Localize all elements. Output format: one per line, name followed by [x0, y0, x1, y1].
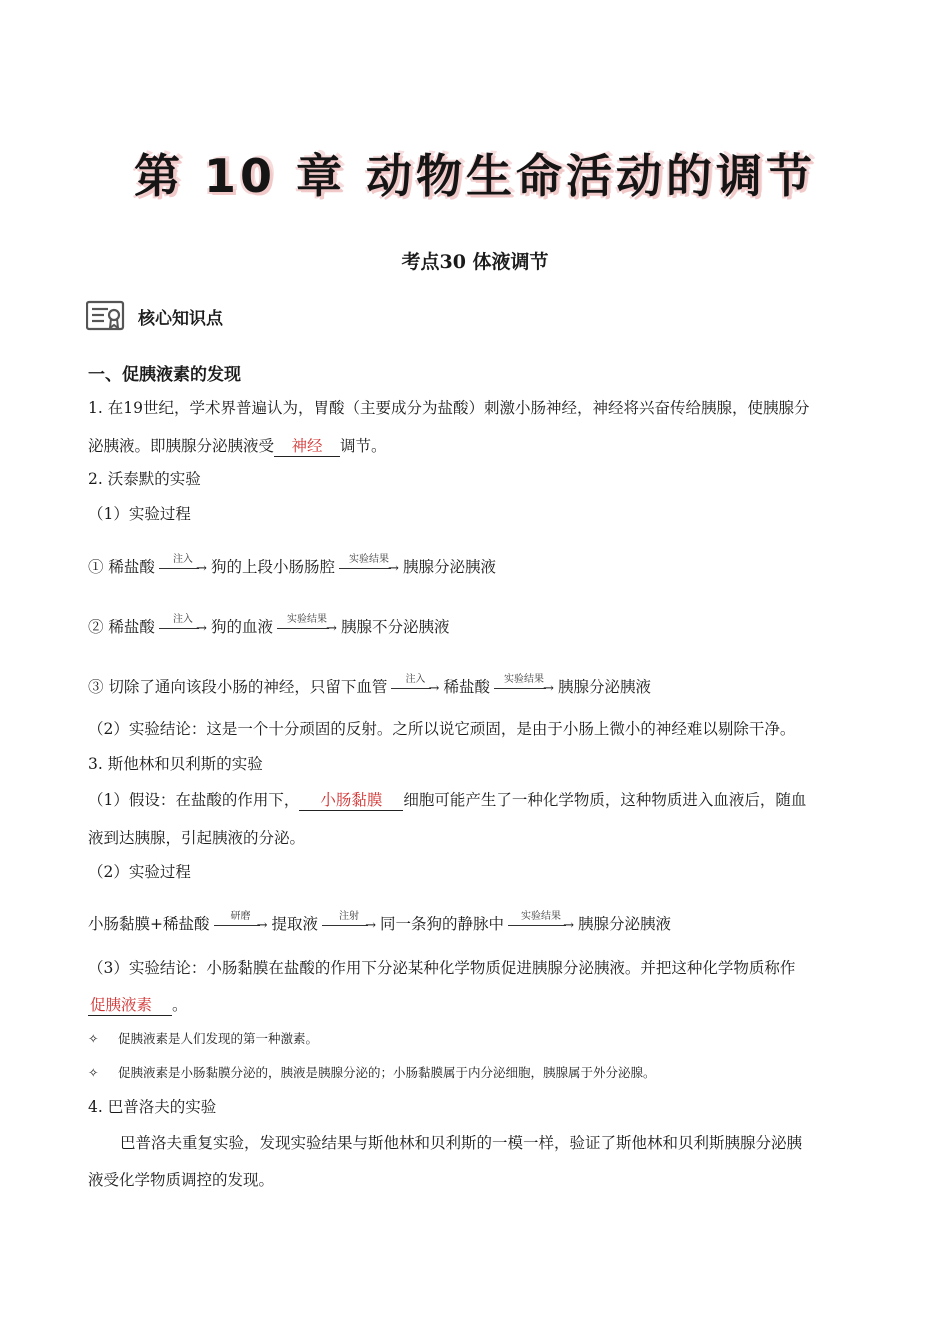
experiment-step-4	[88, 912, 671, 934]
text: 小肠黏膜+稀盐酸	[88, 915, 210, 933]
experiment-step-2	[88, 615, 449, 637]
paragraph-4-heading: 4. 巴普洛夫的实验	[88, 1098, 217, 1116]
arrow-label: 注入	[172, 614, 193, 625]
arrow-label: 注射	[339, 911, 360, 922]
arrow-icon: 实验结果 →	[508, 917, 574, 933]
text: ③ 切除了通向该段小肠的神经，只留下血管	[88, 678, 388, 696]
arrow-icon: 注射 →	[322, 917, 376, 933]
note-1	[88, 1029, 318, 1047]
paragraph-4-line-1: 巴普洛夫重复实验，发现实验结果与斯他林和贝利斯的一模一样，验证了斯他林和贝利斯胰腺分泌胰	[120, 1134, 803, 1152]
arrow-label: 实验结果	[503, 674, 544, 685]
arrow-icon: 注入 →	[159, 620, 207, 636]
arrow-label: 注入	[172, 554, 193, 565]
paragraph-1-line-1: 1. 在19世纪，学术界普遍认为，胃酸（主要成分为盐酸）刺激小肠神经，神经将兴奋传给胰腺，使胰腺分	[88, 399, 810, 417]
sparkle-icon: ✧	[88, 1031, 99, 1046]
experiment-step-3	[88, 675, 651, 697]
text: 胰腺分泌胰液	[557, 678, 651, 696]
paragraph-4-line-2: 液受化学物质调控的发现。	[88, 1171, 275, 1189]
text: 调节。	[340, 437, 387, 455]
arrow-label: 注入	[405, 674, 426, 685]
arrow-label: 实验结果	[348, 554, 389, 565]
paragraph-1-line-2	[88, 434, 387, 457]
text: 泌胰液。即胰腺分泌胰液受	[88, 437, 275, 455]
arrow-icon: 实验结果 →	[494, 680, 554, 696]
note-2	[88, 1063, 656, 1081]
paragraph-3-heading: 3. 斯他林和贝利斯的实验	[88, 755, 263, 773]
answer-blank: 促胰液素	[88, 997, 172, 1016]
paragraph-3-subheading: （2）实验过程	[88, 863, 191, 881]
hypothesis-line-2: 液到达胰腺，引起胰液的分泌。	[88, 829, 306, 847]
experiment-conclusion-1: （2）实验结论：这是一个十分顽固的反射。之所以说它顽固，是由于小肠上微小的神经难以剔除干净。	[88, 720, 796, 738]
text: （1）假设：在盐酸的作用下，	[88, 791, 300, 809]
experiment-step-1	[88, 555, 496, 577]
paragraph-2-heading: 2. 沃泰默的实验	[88, 470, 201, 488]
text: ① 稀盐酸	[88, 558, 155, 576]
arrow-label: 实验结果	[286, 614, 327, 625]
text: 狗的血液	[210, 618, 273, 636]
text: 细胞可能产生了一种化学物质，这种物质进入血液后，随血	[403, 791, 807, 809]
text: 稀盐酸	[443, 678, 490, 696]
certificate-icon	[86, 300, 126, 332]
text: 胰腺分泌胰液	[402, 558, 496, 576]
sparkle-icon: ✧	[88, 1065, 99, 1080]
text: 提取液	[271, 915, 319, 933]
answer-blank: 神经	[274, 438, 340, 457]
text: 胰腺分泌胰液	[578, 915, 672, 933]
note-text: 促胰液素是小肠黏膜分泌的，胰液是胰腺分泌的；小肠黏膜属于内分泌细胞，胰腺属于外分泌腺。	[118, 1065, 656, 1080]
text: 。	[172, 996, 188, 1014]
arrow-icon: 实验结果 →	[277, 620, 337, 636]
hypothesis-line-1	[88, 788, 806, 811]
arrow-icon: 实验结果 →	[339, 560, 399, 576]
text: 狗的上段小肠肠腔	[210, 558, 335, 576]
topic-title: 考点30 体液调节	[401, 251, 549, 273]
answer-blank: 小肠黏膜	[299, 792, 403, 811]
conclusion-line-2	[88, 993, 188, 1016]
arrow-icon: 注入 →	[159, 560, 207, 576]
arrow-label: 研磨	[230, 911, 251, 922]
text: 胰腺不分泌胰液	[340, 618, 450, 636]
key-points-label: 核心知识点	[138, 308, 223, 329]
text: ② 稀盐酸	[88, 618, 155, 636]
text: 同一条狗的静脉中	[380, 915, 505, 933]
key-points-header	[86, 298, 223, 334]
note-text: 促胰液素是人们发现的第一种激素。	[118, 1031, 319, 1046]
paragraph-2-subheading: （1）实验过程	[88, 505, 191, 523]
arrow-label: 实验结果	[521, 911, 562, 922]
section-heading: 一、促胰液素的发现	[88, 365, 241, 385]
experiment-conclusion-2: （3）实验结论：小肠黏膜在盐酸的作用下分泌某种化学物质促进胰腺分泌胰液。并把这种化学物质称作	[88, 959, 796, 977]
arrow-icon: 注入 →	[391, 680, 439, 696]
chapter-title: 第 10 章 动物生命活动的调节	[133, 149, 817, 203]
arrow-icon: 研磨 →	[214, 917, 268, 933]
